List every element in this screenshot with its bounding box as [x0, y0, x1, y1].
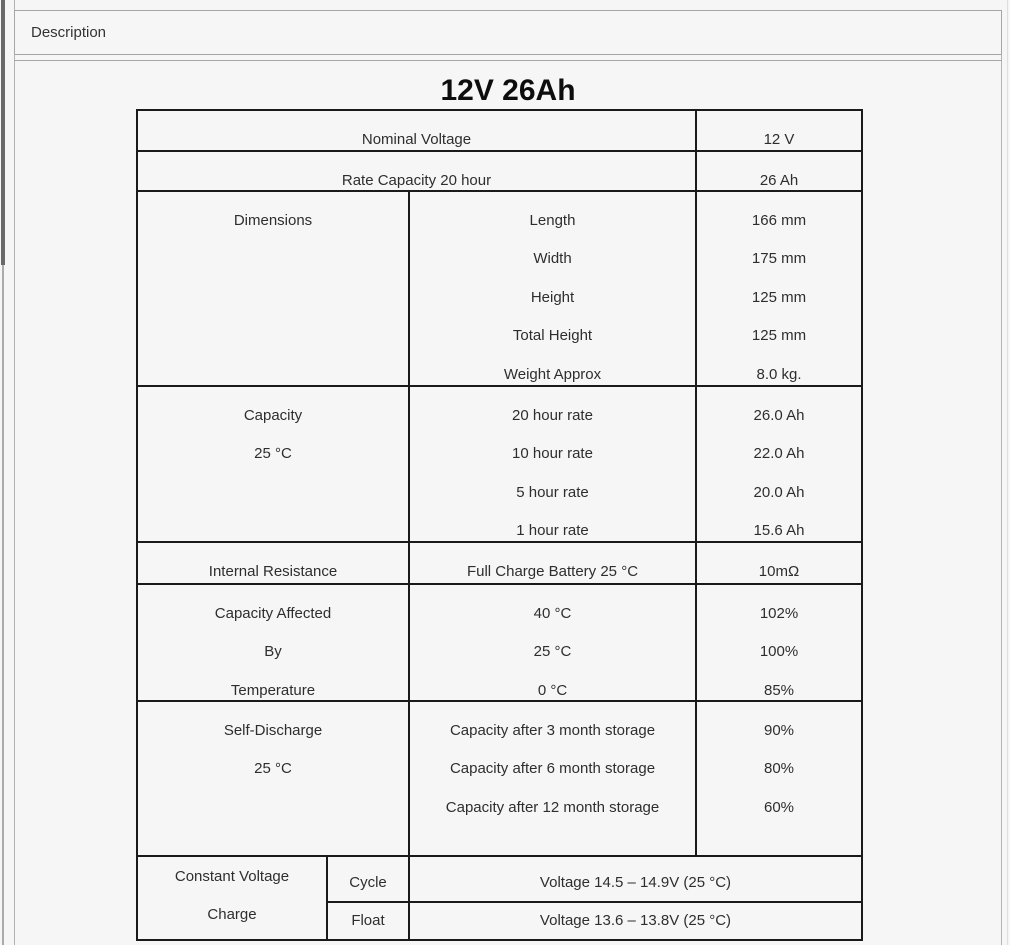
spec-name: 25 °C — [533, 643, 572, 661]
spec-name: Weight Approx — [503, 365, 602, 383]
section-label: Dimensions — [233, 211, 313, 229]
window-right-edge — [1007, 0, 1008, 945]
spec-value: 102% — [759, 604, 799, 622]
spec-value: 85% — [763, 681, 795, 699]
tab-description[interactable] — [14, 10, 1002, 55]
section-label: Temperature — [230, 681, 316, 699]
spec-name: Length — [529, 211, 576, 229]
table-section-constant-voltage-charge — [138, 857, 861, 939]
content-panel-top-border — [14, 60, 1002, 61]
spec-name: 1 hour rate — [516, 522, 589, 540]
table-row — [138, 152, 861, 192]
section-label: Constant Voltage — [174, 867, 290, 885]
spec-value: 60% — [763, 798, 795, 816]
content-panel-right-border — [1001, 10, 1002, 945]
table-section-capacity — [138, 387, 861, 543]
section-label: Charge — [207, 906, 257, 924]
spec-name: 10 hour rate — [512, 445, 593, 463]
section-label: Capacity Affected — [214, 604, 332, 622]
table-section-self-discharge — [138, 702, 861, 857]
section-label: Capacity — [243, 406, 303, 424]
spec-value: 10mΩ — [758, 562, 800, 580]
table-section-internal-resistance — [138, 543, 861, 585]
spec-name: 0 °C — [537, 681, 568, 699]
spec-value: 90% — [763, 721, 795, 739]
spec-value: 26.0 Ah — [753, 406, 805, 424]
spec-value: 12 V — [763, 130, 795, 148]
spec-label: Rate Capacity 20 hour — [341, 171, 492, 189]
spec-value: 80% — [763, 760, 795, 778]
page-title: 12V 26Ah — [440, 74, 576, 107]
spec-name: 20 hour rate — [512, 406, 593, 424]
spec-name: Capacity after 12 month storage — [445, 798, 660, 816]
section-label: 25 °C — [254, 760, 292, 778]
spec-name: Full Charge Battery 25 °C — [466, 562, 639, 580]
spec-value: 166 mm — [751, 211, 807, 229]
charge-mode: Cycle — [328, 857, 408, 903]
content-panel-left-border — [14, 0, 15, 945]
charge-mode: Float — [351, 911, 385, 929]
spec-name: 5 hour rate — [516, 483, 589, 501]
spec-label: Nominal Voltage — [361, 130, 472, 148]
section-label: 25 °C — [254, 445, 292, 463]
section-label: Internal Resistance — [208, 562, 338, 580]
spec-value: 125 mm — [751, 288, 807, 306]
spec-value: 20.0 Ah — [753, 483, 805, 501]
spec-name: Width — [533, 250, 572, 268]
charge-voltage: Voltage 13.6 – 13.8V (25 °C) — [539, 911, 732, 929]
spec-value: 125 mm — [751, 327, 807, 345]
spec-value: 26 Ah — [759, 171, 799, 189]
spec-value: 100% — [759, 643, 799, 661]
spec-name: Total Height — [512, 327, 593, 345]
spec-name: Capacity after 3 month storage — [449, 721, 656, 739]
spec-value: 8.0 kg. — [756, 365, 802, 383]
section-label: Self-Discharge — [223, 721, 323, 739]
left-scrollbar-thumb[interactable] — [1, 0, 5, 265]
table-row — [138, 111, 861, 152]
spec-table — [136, 109, 863, 941]
table-section-dimensions — [138, 192, 861, 387]
spec-name: Capacity after 6 month storage — [449, 760, 656, 778]
tab-description-label: Description — [31, 24, 107, 41]
table-section-capacity-temperature — [138, 585, 861, 702]
charge-voltage: Voltage 14.5 – 14.9V (25 °C) — [410, 857, 861, 903]
spec-value: 15.6 Ah — [753, 522, 805, 540]
spec-value: 22.0 Ah — [753, 445, 805, 463]
spec-name: 40 °C — [533, 604, 572, 622]
spec-value: 175 mm — [751, 250, 807, 268]
section-label: By — [264, 643, 282, 661]
spec-name: Height — [530, 288, 575, 306]
